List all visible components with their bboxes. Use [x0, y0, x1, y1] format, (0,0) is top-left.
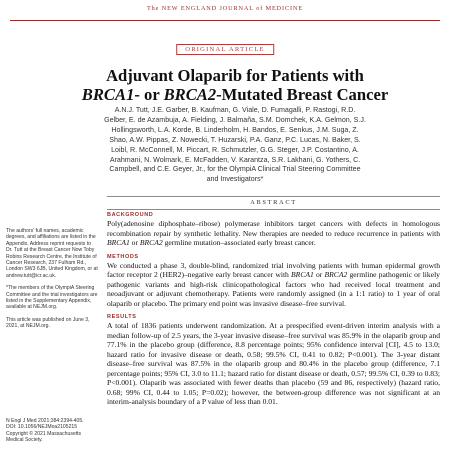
- sidebar-doi: DOI: 10.1056/NEJMoa2105215: [6, 424, 78, 431]
- article-title: [60, 66, 410, 104]
- methods-heading: METHODS: [107, 253, 139, 260]
- background-part-1: Poly(adenosine diphosphate–ribose) polymerase inhibitors target cancers with defects in homologous recombination repair by synthetic lethality. New therapies are needed to reduce recurrence in patients with: [107, 219, 440, 238]
- results-heading: RESULTS: [107, 314, 137, 320]
- title-mid: - or: [134, 85, 164, 104]
- sidebar-published-note: This article was published on June 3, 2021, at NEJM.org.: [6, 316, 90, 330]
- methods-part-2: germline pathogenic or likely pathogenic variants and high-risk clinicopathological factors who had received local treatment and neoadjuvant or adjuvant chemotherapy. Patients were randomly assigned (in a 1:1 ratio) to 1 year of oral olaparib or placebo. The primary end point was invasive disease–free survival.: [107, 270, 440, 308]
- abstract-body: [107, 212, 440, 413]
- title-gene-1: BRCA1: [81, 85, 135, 104]
- background-text: [107, 219, 440, 248]
- methods-gene-2: BRCA2: [324, 270, 348, 279]
- methods-text: [107, 261, 440, 309]
- sidebar-block-affiliations: [6, 228, 98, 336]
- sidebar-affiliations: The authors' full names, academic degrees, and affiliations are listed in the Appendix. Address reprint requests to Dr. Tutt at the Breast Cancer Now Toby Robins Research Centre, the Institute of Cancer Research, 237 Fulham Rd., London SW3 6JB, United Kingdom, or at andrew.tutt@icr.ac.uk.: [6, 228, 98, 279]
- title-end: -Mutated Breast Cancer: [216, 85, 389, 104]
- sidebar-citation: N Engl J Med 2021;384:2394-405.: [6, 418, 84, 424]
- results-text: A total of 1836 patients underwent randomization. At a prespecified event-driven interim analysis with a median follow-up of 2.5 years, the 3-year invasive disease–free survival was 85.9% in the olaparib group and 77.1% in the placebo group (difference, 8.8 percentage points; 95% confidence interval [CI], 4.5 to 13.0; hazard ratio for invasive disease or death, 0.58; 99.5% CI, 0.41 to 0.82; P<0.001). The 3-year distant disease–free survival was 87.5% in the olaparib group and 80.4% in the placebo group (difference, 7.1 percentage points; 95% CI, 3.0 to 11.1; hazard ratio for distant disease or death, 0.57; 99.5% CI, 0.39 to 0.83; P<0.001). Olaparib was associated with fewer deaths than placebo (59 and 86, respectively) (hazard ratio, 0.68; 99% CI, 0.44 to 1.05; P=0.02); however, the between-group difference was not significant at an interim-analysis boundary of a P value of less than 0.01.: [107, 321, 440, 406]
- methods-or: or: [313, 270, 325, 279]
- sidebar-block-citation: [6, 418, 98, 444]
- methods-part-1: We conducted a phase 3, double-blind, randomized trial involving patients with human epidermal growth factor receptor 2 (HER2)–negative early breast cancer with: [107, 260, 440, 279]
- background-gene-1: BRCA1: [107, 238, 130, 247]
- methods-gene-1: BRCA1: [291, 270, 314, 279]
- background-gene-2: BRCA2: [139, 238, 163, 247]
- sidebar-copyright: Copyright © 2021 Massachusetts Medical Society.: [6, 430, 82, 444]
- section-label: ORIGINAL ARTICLE: [176, 44, 274, 55]
- background-part-2: germline mutation–associated early breast cancer.: [162, 238, 316, 247]
- author-list: A.N.J. Tutt, J.E. Garber, B. Kaufman, G. Viale, D. Fumagalli, P. Rastogi, R.D. Gelber, E. de Azambuja, A. Fielding, J. Balmaña, S.M. Domchek, K.A. Gelmon, S.J. Hollingsworth, L.A. Korde, B. Linderholm, H. Bandos, E. Senkus, J.M. Suga, Z. Shao, A.W. Pippas, Z. Nowecki, T. Huzarski, P.A. Ganz, P.C. Lucas, N. Baker, S. Loibl, R. McConnell, M. Piccart, R. Schmutzler, G.G. Steger, J.P. Costantino, A. Arahmani, N. Wolmark, E. McFadden, V. Karantza, S.R. Lakhani, G. Yothers, C. Campbell, and C.E. Geyer, Jr., for the OlympiA Clinical Trial Steering Committee and Investigators*: [104, 106, 366, 184]
- sidebar-members-note: *The members of the OlympiA Steering Committee and the trial investigators are listed in the Supplementary Appendix, available at NEJM.org.: [6, 285, 98, 311]
- masthead-rule: [10, 20, 440, 21]
- background-heading: BACKGROUND: [107, 212, 154, 218]
- abstract-heading: ABSTRACT: [107, 196, 440, 210]
- title-gene-2: BRCA2: [163, 85, 217, 104]
- title-line-1: Adjuvant Olaparib for Patients with: [106, 66, 364, 85]
- background-or: or: [129, 238, 140, 247]
- journal-masthead: The NEW ENGLAND JOURNAL of MEDICINE: [146, 5, 304, 12]
